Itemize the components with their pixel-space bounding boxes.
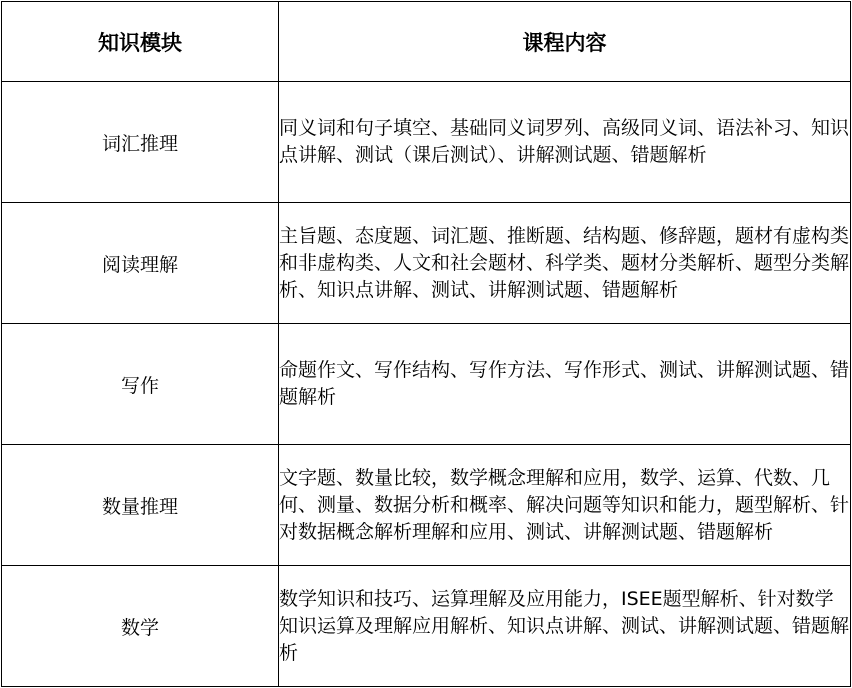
- module-cell: 阅读理解: [2, 203, 279, 324]
- table-row: [2, 324, 851, 445]
- content-cell: 文字题、数量比较，数学概念理解和应用，数学、运算、代数、几何、测量、数据分析和概率、解决问题等知识和能力，题型解析、针对数据概念解析理解和应用、测试、讲解测试题、错题解析: [279, 445, 851, 566]
- content-cell: 命题作文、写作结构、写作方法、写作形式、测试、讲解测试题、错题解析: [279, 324, 851, 445]
- course-table: [1, 1, 851, 687]
- module-cell: 数学: [2, 566, 279, 687]
- module-cell: 数量推理: [2, 445, 279, 566]
- table-row: [2, 566, 851, 687]
- module-cell: 写作: [2, 324, 279, 445]
- content-cell: 主旨题、态度题、词汇题、推断题、结构题、修辞题，题材有虚构类和非虚构类、人文和社会题材、科学类、题材分类解析、题型分类解析、知识点讲解、测试、讲解测试题、错题解析: [279, 203, 851, 324]
- table-row: [2, 445, 851, 566]
- header-module: 知识模块: [2, 2, 279, 82]
- table-row: [2, 203, 851, 324]
- module-cell: 词汇推理: [2, 82, 279, 203]
- content-cell: 数学知识和技巧、运算理解及应用能力，ISEE题型解析、针对数学知识运算及理解应用解析、知识点讲解、测试、讲解测试题、错题解析: [279, 566, 851, 687]
- content-cell: 同义词和句子填空、基础同义词罗列、高级同义词、语法补习、知识点讲解、测试（课后测试）、讲解测试题、错题解析: [279, 82, 851, 203]
- header-content: 课程内容: [279, 2, 851, 82]
- table-row: [2, 82, 851, 203]
- header-row: [2, 2, 851, 82]
